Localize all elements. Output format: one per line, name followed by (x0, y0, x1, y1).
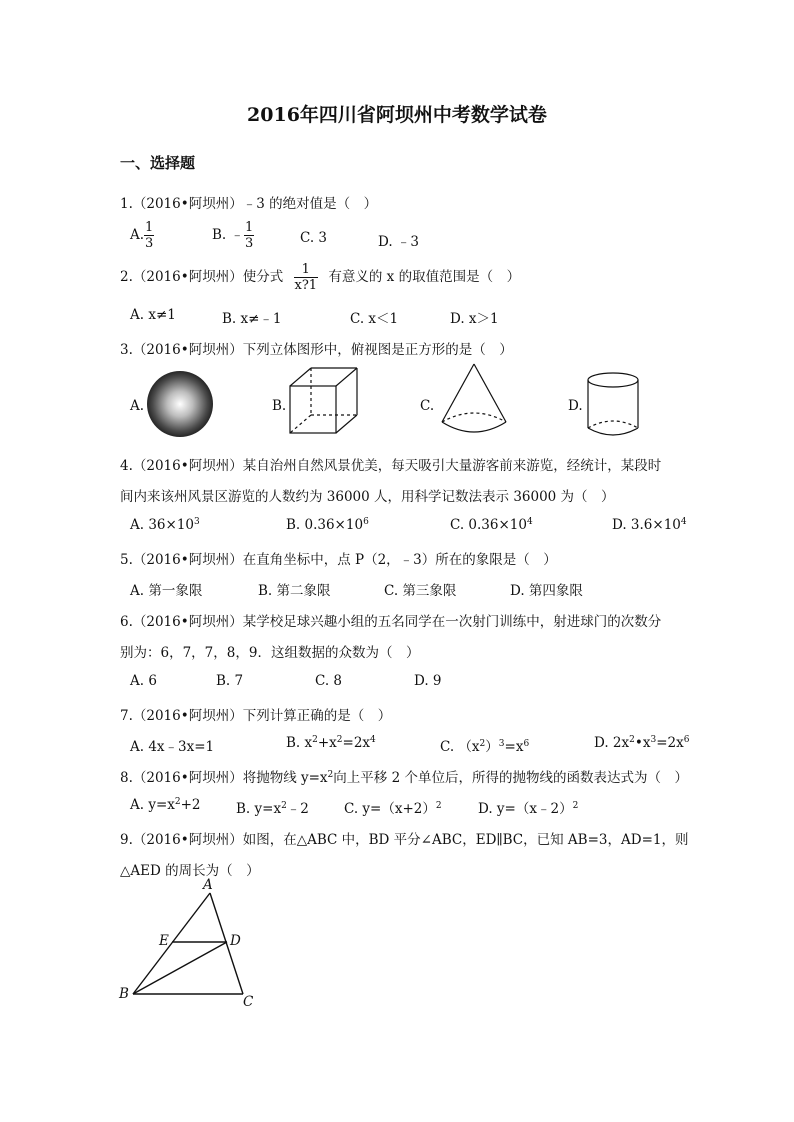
question-6-line-2: 别为：6，7，7，8，9．这组数据的众数为（ ） (120, 645, 420, 661)
q5-option-b: B. 第二象限 (258, 583, 331, 599)
q8-option-d (478, 797, 578, 817)
segment-bd (133, 942, 227, 994)
expr-exponent: 6 (683, 735, 690, 745)
page-title: 2016年四川省阿坝州中考数学试卷 (247, 104, 547, 126)
expr-exponent: 3 (650, 735, 657, 745)
q1-option-c: C. 3 (300, 230, 328, 246)
question-8-text (120, 766, 688, 786)
side-ab (133, 893, 210, 994)
question-7-text: 7.（2016•阿坝州）下列计算正确的是（ ） (120, 708, 392, 724)
vertex-label-a: A (203, 877, 213, 893)
q4-option-b-base: B. 0.36×10 (286, 517, 364, 533)
q6-option-b: B. 7 (216, 673, 244, 689)
q2-option-a: A. x≠1 (130, 307, 176, 323)
vertex-label-b: B (119, 986, 129, 1002)
expr-part: A. y=x (130, 797, 175, 813)
expr-part: ） (485, 739, 499, 755)
expr-exponent: 2 (479, 739, 486, 749)
q6-option-d: D. 9 (414, 673, 442, 689)
q4-option-a-exponent: 3 (194, 517, 200, 527)
vertex-label-c: C (243, 994, 254, 1010)
q4-option-d-exponent: 4 (680, 517, 687, 527)
q7-option-c (440, 735, 529, 755)
q4-option-b-exponent: 6 (363, 517, 369, 527)
q5-option-d: D. 第四象限 (510, 583, 583, 599)
q1-option-d: D. ﹣3 (378, 234, 420, 250)
fraction-denominator: 3 (145, 236, 154, 251)
q5-option-c: C. 第三象限 (384, 583, 457, 599)
expr-exponent: 2 (312, 735, 318, 745)
question-9-line-1: 9.（2016•阿坝州）如图，在△ABC 中，BD 平分∠ABC，ED∥BC，已知 AB=3，AD=1，则 (120, 832, 689, 848)
q7-option-b (286, 735, 376, 751)
q7-option-d (594, 735, 689, 751)
expr-exponent: 2 (281, 801, 287, 811)
cube-figure (290, 368, 357, 433)
q4-option-a-base: A. 36×10 (130, 517, 194, 533)
q2-text-before: 2.（2016•阿坝州）使分式 (120, 269, 284, 285)
q2-option-d: D. x＞1 (450, 311, 499, 327)
q6-option-a: A. 6 (130, 673, 157, 689)
expr-part: =x (504, 739, 524, 755)
q4-option-d (612, 517, 687, 533)
expr-part: B. y=x (236, 801, 282, 817)
expr-part: +2 (180, 797, 201, 813)
q3-option-b-label: B. (272, 398, 287, 414)
q7-option-a: A. 4x﹣3x=1 (130, 739, 215, 755)
expr-exponent: 2 (336, 735, 343, 745)
expr-part: C. y=（x+2） (344, 801, 436, 817)
cylinder-figure (588, 373, 638, 435)
expr-part: =2x (342, 735, 371, 751)
q2-option-c: C. x＜1 (350, 311, 399, 327)
fraction-numerator: 1 (145, 220, 154, 235)
q8-option-c (344, 797, 442, 817)
q2-option-b: B. x≠﹣1 (222, 311, 282, 327)
expr-exponent: 2 (174, 797, 181, 807)
vertex-label-e: E (159, 933, 169, 949)
question-4-line-2: 间内来该州风景区游览的人数约为 36000 人，用科学记数法表示 36000 为（ ） (120, 489, 615, 505)
q1-option-b-label: B. ﹣ (212, 227, 245, 243)
sphere-figure (147, 371, 213, 437)
q3-option-d-label: D. (568, 398, 583, 414)
q3-option-c-label: C. (420, 398, 435, 414)
expr-part: +x (317, 735, 337, 751)
expr-part: C. （x (440, 739, 480, 755)
question-5-text: 5.（2016•阿坝州）在直角坐标中，点 P（2，﹣3）所在的象限是（ ） (120, 552, 557, 568)
expr-part: 向上平移 2 个单位后，所得的抛物线的函数表达式为（ ） (333, 770, 688, 786)
q4-option-d-base: D. 3.6×10 (612, 517, 681, 533)
expr-exponent: 2 (629, 735, 635, 745)
question-3-text: 3.（2016•阿坝州）下列立体图形中，俯视图是正方形的是（ ） (120, 342, 513, 358)
q2-text-after: 有意义的 x 的取值范围是（ ） (328, 269, 521, 285)
expr-part: •x (634, 735, 651, 751)
expr-exponent: 3 (498, 739, 505, 749)
q4-option-a (130, 517, 200, 533)
cone-figure (442, 364, 506, 432)
q1-option-a-label: A. (130, 227, 145, 243)
q6-option-c: C. 8 (315, 673, 343, 689)
expr-part: D. y=（x﹣2） (478, 801, 573, 817)
expr-part: 8.（2016•阿坝州）将抛物线 y=x (120, 770, 328, 786)
q4-option-c-exponent: 4 (526, 517, 533, 527)
expr-exponent: 2 (572, 801, 579, 811)
fraction-numerator: 1 (245, 220, 254, 235)
expr-part: ﹣2 (286, 801, 309, 817)
expr-exponent: 4 (370, 735, 376, 745)
q4-option-b (286, 517, 369, 533)
question-9-line-2: △AED 的周长为（ ） (120, 863, 260, 879)
expr-exponent: 2 (435, 801, 442, 811)
q5-option-a: A. 第一象限 (130, 583, 203, 599)
question-1-text: 1.（2016•阿坝州）﹣3 的绝对值是（ ） (120, 196, 378, 212)
expr-exponent: 2 (327, 770, 334, 780)
question-6-line-1: 6.（2016•阿坝州）某学校足球兴趣小组的五名同学在一次射门训练中，射进球门的次数分 (120, 614, 662, 630)
q8-option-b (236, 797, 309, 817)
expr-exponent: 6 (523, 739, 530, 749)
expr-part: B. x (286, 735, 313, 751)
fraction-numerator: 1 (294, 262, 319, 278)
q9-triangle-figure (133, 893, 243, 994)
q8-option-a (130, 797, 201, 813)
q4-option-c (450, 517, 533, 533)
section-heading: 一、选择题 (120, 154, 196, 172)
vertex-label-d: D (230, 933, 241, 949)
question-4-line-1: 4.（2016•阿坝州）某自治州自然风景优美，每天吸引大量游客前来游览，经统计，某段时 (120, 458, 662, 474)
expr-part: D. 2x (594, 735, 630, 751)
fraction-denominator: x?1 (294, 278, 318, 293)
q3-option-a-label: A. (130, 398, 145, 414)
expr-part: =2x (656, 735, 684, 751)
fraction-denominator: 3 (245, 236, 254, 251)
q4-option-c-base: C. 0.36×10 (450, 517, 527, 533)
